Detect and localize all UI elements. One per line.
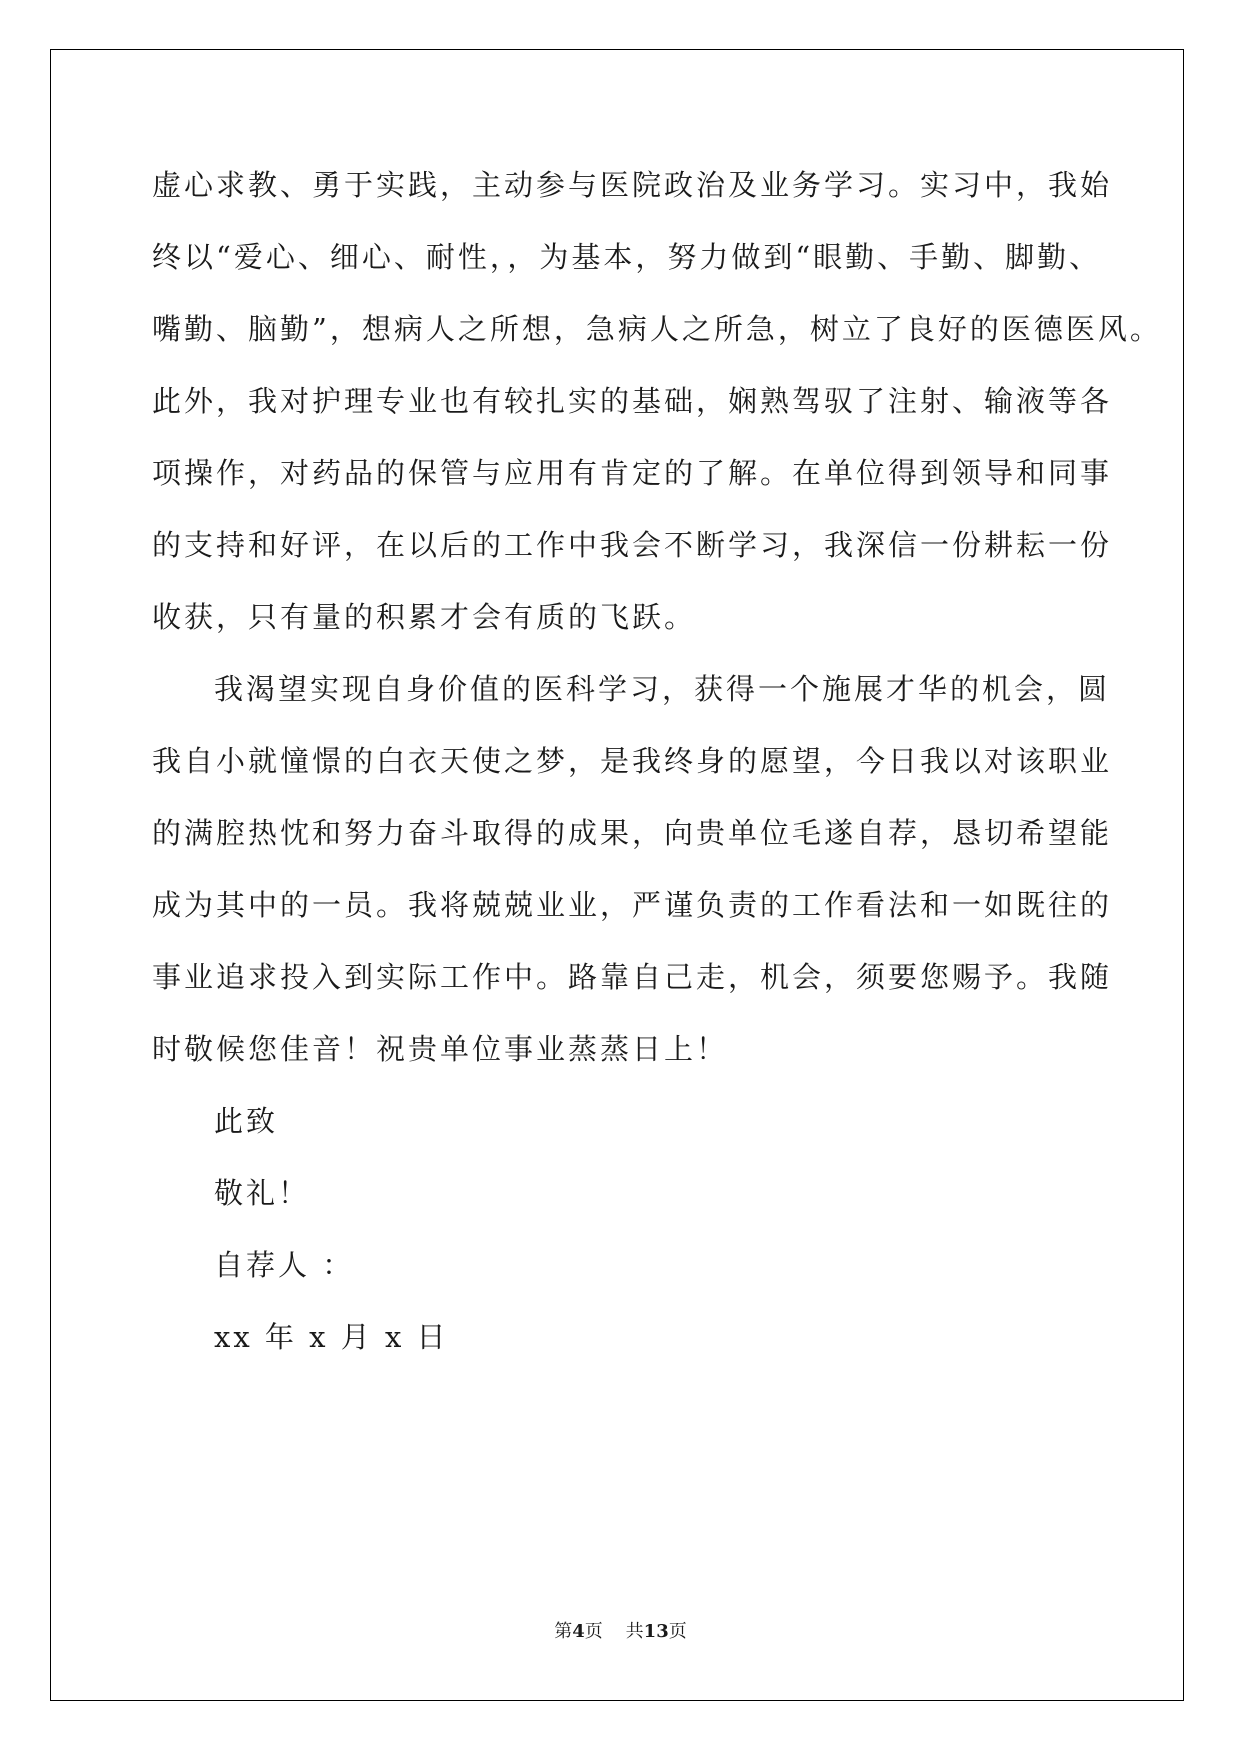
body-line: 时敬候您佳音！祝贵单位事业蒸蒸日上！ xyxy=(152,1032,729,1066)
footer-prefix: 第 xyxy=(554,1621,573,1642)
closing-salutation: 此致 xyxy=(214,1104,279,1138)
body-line: 的满腔热忱和努力奋斗取得的成果，向贵单位毛遂自荐，恳切希望能 xyxy=(152,816,1113,850)
total-pages: 13 xyxy=(643,1621,669,1642)
footer-total-prefix: 共 xyxy=(625,1621,644,1642)
closing-regards: 敬礼！ xyxy=(214,1176,311,1210)
body-line: 虚心求教、勇于实践，主动参与医院政治及业务学习。实习中，我始 xyxy=(152,168,1113,202)
body-line: 终以“爱心、细心、耐性，，为基本，努力做到“眼勤、手勤、脚勤、 xyxy=(152,240,1102,274)
body-line: 嘴勤、脑勤”，想病人之所想，急病人之所急，树立了良好的医德医风。 xyxy=(152,312,1162,346)
page-number: 4 xyxy=(572,1621,585,1642)
footer-page-suffix: 页 xyxy=(584,1621,603,1642)
page-footer xyxy=(0,1620,1241,1644)
body-line: 项操作，对药品的保管与应用有肯定的了解。在单位得到领导和同事 xyxy=(152,456,1113,490)
body-line: 事业追求投入到实际工作中。路靠自己走，机会，须要您赐予。我随 xyxy=(152,960,1113,994)
page-border xyxy=(50,49,1184,1701)
footer-total-suffix: 页 xyxy=(668,1621,687,1642)
body-line: 的支持和好评，在以后的工作中我会不断学习，我深信一份耕耘一份 xyxy=(152,528,1113,562)
paragraph-start-line: 我渴望实现自身价值的医科学习，获得一个施展才华的机会，圆 xyxy=(214,672,1111,706)
body-line: 收获，只有量的积累才会有质的飞跃。 xyxy=(152,600,697,634)
body-line: 此外，我对护理专业也有较扎实的基础，娴熟驾驭了注射、输液等各 xyxy=(152,384,1113,418)
signature-date: xx 年 x 月 x 日 xyxy=(214,1320,449,1354)
signer-label: 自荐人 ： xyxy=(214,1248,355,1282)
body-line: 我自小就憧憬的白衣天使之梦，是我终身的愿望，今日我以对该职业 xyxy=(152,744,1113,778)
body-line: 成为其中的一员。我将兢兢业业，严谨负责的工作看法和一如既往的 xyxy=(152,888,1113,922)
